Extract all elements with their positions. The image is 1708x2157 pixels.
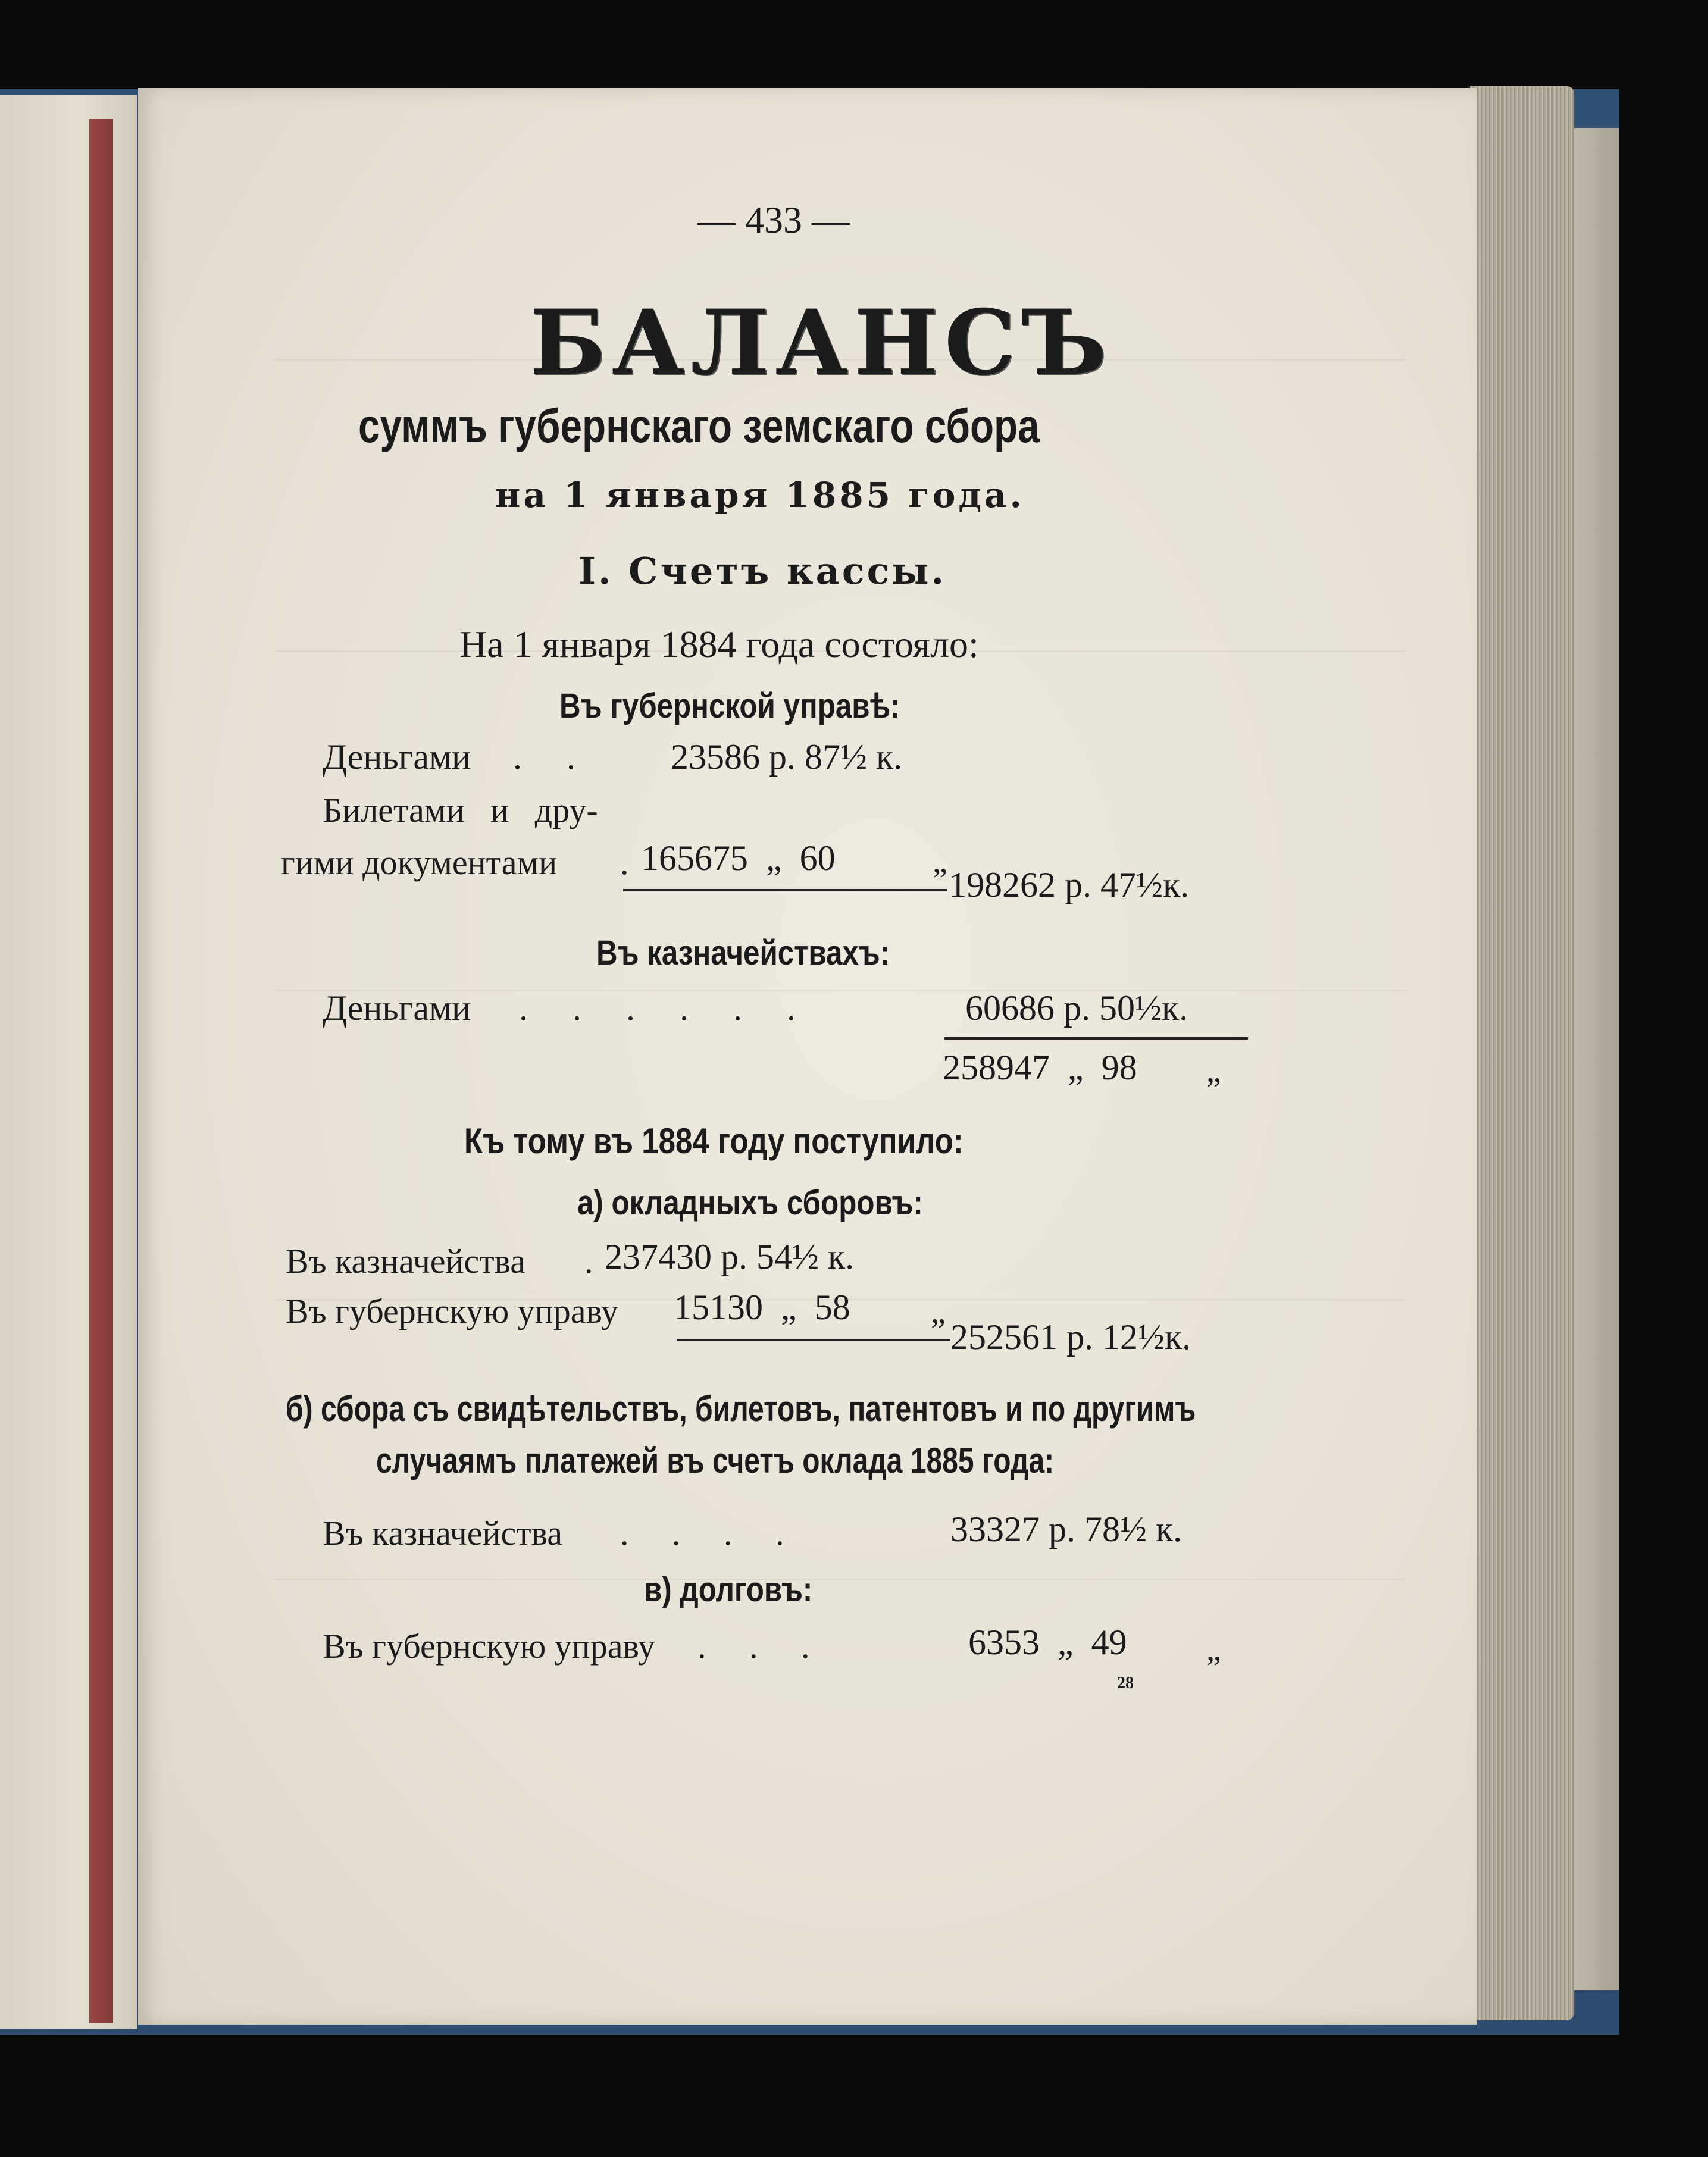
row-tickets-quote: „: [933, 843, 947, 880]
row-kaznach-money-value: 60686 р. 50½к.: [965, 988, 1188, 1028]
book-page: [138, 88, 1477, 2025]
page-title: БАЛАНСЪ: [530, 290, 1113, 395]
group-header-svid-line1: б) сбора съ свидѣтельствъ, билетовъ, патентовъ и по другимъ: [286, 1389, 1196, 1429]
balance-total-quote: „: [1206, 1053, 1221, 1090]
subtotal-rule-2: [677, 1339, 950, 1341]
group-header-uprava: Въ губернской управѣ:: [559, 687, 900, 725]
row-okl-uprava-value: 15130 „ 58: [674, 1288, 850, 1327]
balance-total: 258947 „ 98: [943, 1048, 1137, 1087]
opening-line: На 1 января 1884 года состояло:: [459, 623, 979, 665]
row-tickets-label-line1: Билетами и дру-: [323, 791, 598, 829]
back-board-edge: [1574, 128, 1619, 1990]
left-page-edge: [0, 95, 137, 2029]
row-svid-kaznach-dots: . . . .: [620, 1514, 784, 1552]
subtotal-okladnye: 252561 р. 12½к.: [950, 1317, 1191, 1357]
income-line: Къ тому въ 1884 году поступило:: [464, 1121, 964, 1161]
row-tickets-value: 165675 „ 60: [641, 838, 836, 878]
total-rule: [944, 1037, 1248, 1040]
row-money-value: 23586 р. 87½ к.: [671, 737, 903, 777]
date-line: на 1 января 1885 года.: [495, 475, 1025, 515]
left-binding-edge: [89, 119, 113, 2023]
group-header-dolgi: в) долговъ:: [644, 1570, 813, 1609]
row-kaznach-money-label: Деньгами: [323, 988, 471, 1028]
row-okl-kaznach-value: 237430 р. 54½ к.: [605, 1237, 855, 1276]
row-okl-uprava-label: Въ губернскую управу: [286, 1292, 618, 1330]
row-dolgi-uprava-value: 6353 „ 49: [968, 1623, 1127, 1662]
row-tickets-label-line2: гими документами: [281, 843, 558, 882]
row-money-dots: . .: [513, 737, 575, 777]
row-tickets-dot: .: [620, 843, 629, 882]
row-svid-kaznach-value: 33327 р. 78½ к.: [950, 1510, 1183, 1549]
group-header-kaznach: Въ казначействахъ:: [596, 934, 890, 972]
row-okl-kaznach-dot: .: [584, 1242, 593, 1281]
row-svid-kaznach-label: Въ казначейства: [323, 1514, 562, 1552]
row-dolgi-uprava-label: Въ губернскую управу: [323, 1627, 655, 1666]
group-header-okladnye: а) окладныхъ сборовъ:: [577, 1184, 923, 1222]
page-stack-edge: [1470, 86, 1574, 2020]
row-dolgi-uprava-quote: „: [1206, 1631, 1221, 1668]
subtitle: суммъ губернскаго земскаго сбора: [358, 399, 1040, 452]
row-kaznach-money-dots: . . . . . .: [519, 988, 796, 1028]
row-okl-uprava-quote: „: [931, 1294, 946, 1330]
row-okl-kaznach-label: Въ казначейства: [286, 1242, 525, 1281]
subtotal-uprava: 198262 р. 47½к.: [949, 865, 1190, 904]
row-money-label: Деньгами: [323, 737, 471, 777]
group-header-svid-line2: случаямъ платежей въ счетъ оклада 1885 года:: [376, 1441, 1055, 1480]
show-through-line: [275, 1579, 1406, 1580]
subtotal-rule-1: [623, 889, 947, 891]
row-dolgi-uprava-dots: . . .: [697, 1627, 810, 1666]
section-heading: I. Счетъ кассы.: [578, 549, 947, 593]
page-number: — 433 —: [697, 199, 850, 241]
signature-mark: 28: [1117, 1674, 1134, 1692]
